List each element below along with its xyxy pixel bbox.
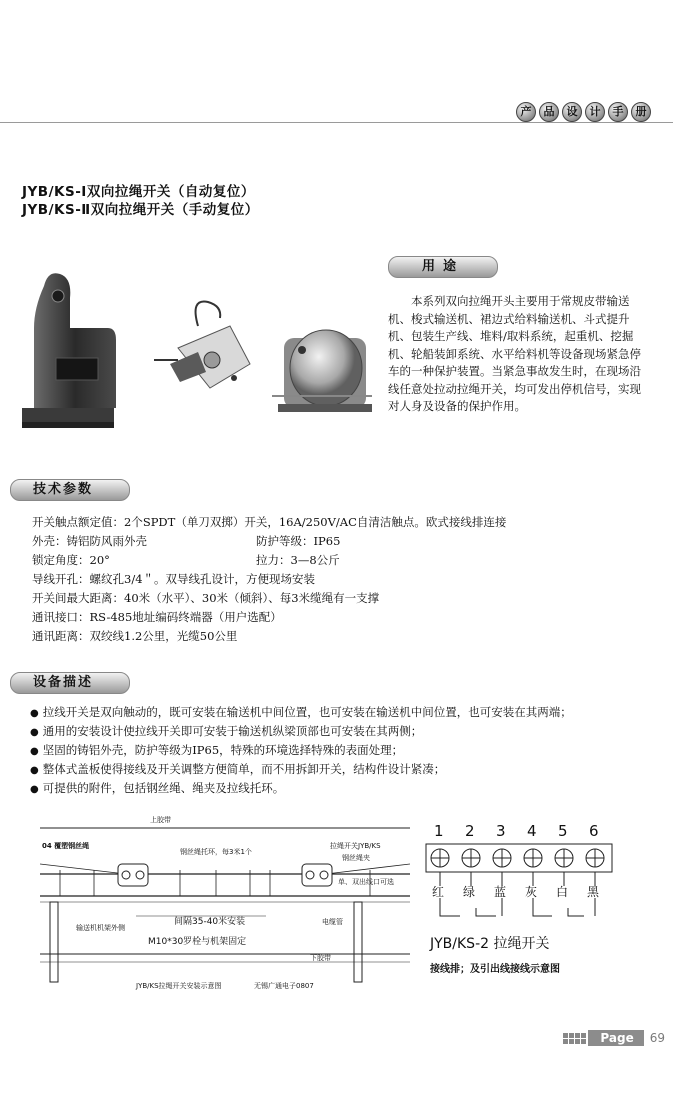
terminal-screw — [493, 849, 511, 867]
installation-diagram — [40, 812, 410, 1002]
terminal-number: 6 — [589, 822, 599, 840]
header-rule — [0, 122, 673, 123]
wiring-title: JYB/KS-2 拉绳开关 — [430, 936, 550, 952]
list-item: ● 拉线开关是双向触动的，既可安装在输送机中间位置，也可安装在输送机中间位置，也可安装在其两端； — [30, 704, 572, 720]
wire-color: 灰 — [525, 885, 538, 899]
terminal-screw — [462, 849, 480, 867]
spec-conduit: 导线开孔：螺纹孔3/4＂。双导线孔设计，方便现场安装 — [32, 572, 316, 586]
spec-comm-port: 通讯接口：RS-485地址编码终端器（用户选配） — [32, 610, 282, 624]
spec-spacing: 开关间最大距离：40米（水平）、30米（倾斜）、每3米缆绳有一支撑 — [32, 591, 380, 605]
terminal-screw — [431, 849, 449, 867]
product-title-2: JYB/KS-Ⅱ双向拉绳开关（手动复位） — [22, 202, 259, 218]
usage-heading: 用途 — [388, 256, 498, 278]
wiring-diagram — [424, 822, 624, 992]
page-footer — [563, 1030, 665, 1046]
spec-comm-distance: 通讯距离：双绞线1.2公里，光缆50公里 — [32, 629, 238, 643]
terminal-number: 1 — [434, 822, 444, 840]
brand-char: 产 — [516, 102, 536, 122]
list-item: ● 坚固的铸铝外壳，防护等级为IP65，特殊的环境选择特殊的表面处理； — [30, 742, 403, 758]
features-heading: 设备描述 — [10, 672, 130, 694]
list-item: ● 整体式盖板使得接线及开关调整方便简单，而不用拆卸开关，结构件设计紧凑； — [30, 761, 445, 777]
terminal-number: 3 — [496, 822, 506, 840]
terminal-screw — [555, 849, 573, 867]
wire-color: 蓝 — [494, 885, 507, 899]
switch-label: 拉绳开关JYB/KS — [330, 842, 381, 850]
page-label: Page — [588, 1030, 643, 1046]
list-item: ● 可提供的附件，包括钢丝绳、绳夹及拉线托环。 — [30, 780, 284, 796]
brand-char: 手 — [608, 102, 628, 122]
product-title-1: JYB/KS-Ⅰ双向拉绳开关（自动复位） — [22, 184, 255, 200]
page-number: 69 — [649, 1031, 665, 1045]
terminal-number: 2 — [465, 822, 475, 840]
frame-label: 输送机机架外侧 — [76, 924, 125, 932]
usage-text: 本系列双向拉绳开头主要用于常规皮带输送机、梭式输送机、裙边式给料输送机、斗式提升机、包装生产线、堆料/取料系统，起重机、挖掘机、轮船装卸系统、水平给料机等设备现场紧急停车的一种保护装置。当紧急事故发生时，在现场沿线任意处拉动拉绳开关，均可发出停机信号，实现对人身及设备的保护作用。 — [388, 294, 641, 413]
spacing-label: 间隔35-40米安装 — [174, 917, 246, 927]
switch-left — [118, 864, 148, 886]
spec-pull-force: 拉力：3—8公斤 — [256, 553, 340, 567]
bottom-belt-label: 下胶带 — [310, 954, 331, 962]
wiring-subtitle: 接线排；及引出线接线示意图 — [430, 964, 560, 975]
wire-rope-label: 04 覆塑钢丝绳 — [42, 842, 90, 850]
wire-color: 黑 — [587, 885, 600, 899]
clamp-label: 钢丝绳夹 — [342, 854, 370, 862]
spec-protection: 防护等级：IP65 — [256, 534, 341, 548]
wire-color: 红 — [432, 885, 445, 899]
terminal-screw — [524, 849, 542, 867]
bolt-label: M10*30罗栓与机架固定 — [148, 937, 247, 947]
terminal-number: 5 — [558, 822, 568, 840]
product-photo-switch-open — [150, 268, 260, 438]
brand-char: 计 — [585, 102, 605, 122]
brand-char: 册 — [631, 102, 651, 122]
top-belt-label: 上胶带 — [150, 816, 171, 824]
wire-color: 绿 — [463, 885, 476, 899]
brand-badges — [516, 102, 651, 122]
wire-color: 白 — [556, 885, 569, 899]
spec-housing: 外壳：铸铝防风雨外壳 — [32, 534, 147, 548]
ring-label: 钢丝绳托环，每3米1个 — [180, 848, 252, 856]
spec-lock-angle: 锁定角度：20° — [32, 553, 110, 567]
brand-char: 设 — [562, 102, 582, 122]
switch-right — [302, 864, 332, 886]
spec-contact: 开关触点额定值：2个SPDT（单刀双掷）开关，16A/250V/AC自清洁触点。欧式接线排连接 — [32, 515, 507, 529]
specs-heading: 技术参数 — [10, 479, 130, 501]
diagram-caption: JYB/KS拉绳开关安装示意图 — [136, 982, 222, 990]
terminal-number: 4 — [527, 822, 537, 840]
diagram-maker: 无锡广通电子0807 — [254, 982, 314, 990]
product-photo-switch-round — [268, 268, 378, 438]
cable-label: 电缆管 — [322, 918, 343, 926]
side-label: 单、双出线口可选 — [338, 878, 394, 886]
product-photo-switch-large — [14, 268, 124, 438]
list-item: ● 通用的安装设计使拉线开关即可安装于输送机纵梁顶部也可安装在其两侧； — [30, 723, 422, 739]
brand-char: 品 — [539, 102, 559, 122]
terminal-screw — [586, 849, 604, 867]
footer-grid-icon — [563, 1033, 586, 1044]
